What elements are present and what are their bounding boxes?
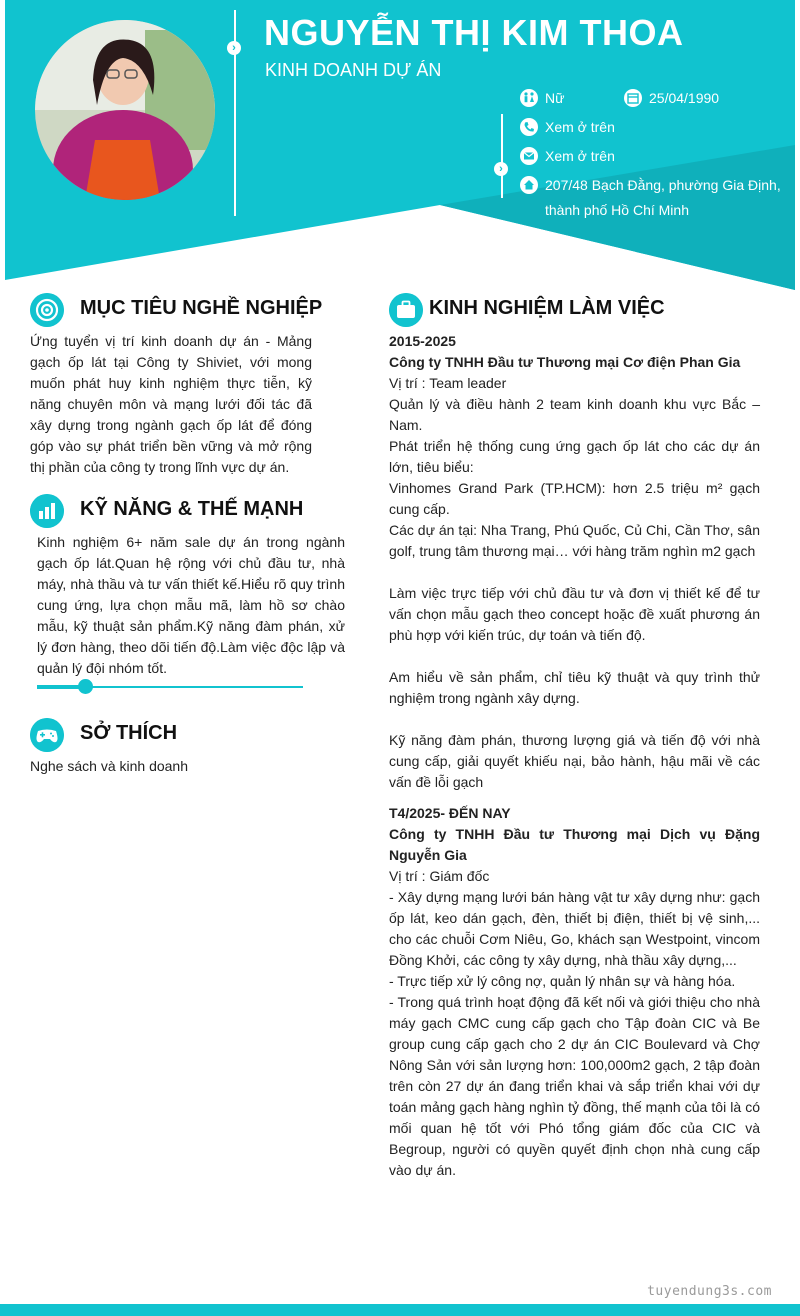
candidate-name: NGUYỄN THỊ KIM THOA xyxy=(264,12,684,53)
footer-bar xyxy=(0,1304,800,1316)
birthdate-value: 25/04/1990 xyxy=(649,90,720,106)
gamepad-icon xyxy=(30,718,64,752)
phone-value: Xem ở trên xyxy=(545,119,615,135)
skills-title: KỸ NĂNG & THẾ MẠNH xyxy=(80,498,304,520)
experience-list xyxy=(389,331,760,1181)
avatar xyxy=(35,20,215,200)
watermark: tuyendung3s.com xyxy=(647,1284,772,1299)
chevron-right-icon: › xyxy=(227,41,241,55)
email-value: Xem ở trên xyxy=(545,148,615,164)
job-detail: Kỹ năng đàm phán, thương lượng giá và tiến độ với nhà cung cấp, giải quyết khiếu nại, bảo hành, hậu mãi về các vấn đề lỗi gạch xyxy=(389,732,760,790)
job-detail: - Xây dựng mạng lưới bán hàng vật tư xây dựng như: gạch ốp lát, keo dán gạch, đèn, thiết bị điện, thiết bị vệ sinh,... cho các chuỗi Cơm Niêu, Go, khách sạn Westpoint, vincom Đồng Khởi, các công ty xây dựng, nhà thầu xây dựng,... xyxy=(389,889,760,968)
job-detail: Vinhomes Grand Park (TP.HCM): hơn 2.5 triệu m² gạch cung cấp. xyxy=(389,480,760,517)
job-company: Công ty TNHH Đầu tư Thương mại Cơ điện Phan Gia xyxy=(389,354,741,370)
briefcase-icon xyxy=(389,293,423,327)
job-detail: - Trực tiếp xử lý công nợ, quản lý nhân sự và hàng hóa. xyxy=(389,973,736,989)
job-position: Vị trí : Team leader xyxy=(389,375,507,391)
bar-chart-icon xyxy=(30,494,64,528)
calendar-icon xyxy=(624,89,642,107)
target-icon xyxy=(30,293,64,327)
hobbies-text: Nghe sách và kinh doanh xyxy=(30,758,188,774)
skill-level-knob xyxy=(78,679,93,694)
gender-value: Nữ xyxy=(545,90,565,106)
job-detail: Quản lý và điều hành 2 team kinh doanh khu vực Bắc – Nam. xyxy=(389,396,760,433)
job-detail: Các dự án tại: Nha Trang, Phú Quốc, Củ Chi, Cần Thơ, sân golf, trung tâm thương mại… với hàng trăm nghìn m2 gạch xyxy=(389,522,760,559)
phone-icon xyxy=(520,118,538,136)
email-icon xyxy=(520,147,538,165)
job-position: Vị trí : Giám đốc xyxy=(389,868,490,884)
header-divider-right xyxy=(501,114,503,198)
job-period: 2015-2025 xyxy=(389,333,456,349)
job-period: T4/2025- ĐẾN NAY xyxy=(389,805,511,821)
address-line-1: 207/48 Bạch Đằng, phường Gia Định, xyxy=(545,177,781,193)
job-company: Công ty TNHH Đầu tư Thương mại Dịch vụ Đặng Nguyễn Gia xyxy=(389,826,760,863)
objective-title: MỤC TIÊU NGHỀ NGHIỆP xyxy=(80,297,323,319)
chevron-right-icon: › xyxy=(494,162,508,176)
job-detail: Am hiểu về sản phẩm, chỉ tiêu kỹ thuật và quy trình thử nghiệm trong ngành xây dựng. xyxy=(389,669,760,706)
job-detail: - Trong quá trình hoạt động đã kết nối và giới thiệu cho nhà máy gạch CMC cung cấp gạch cho Tập đoàn CIC và Be group cung cấp gạch cho 2 dự án CIC Boulevard và Chợ Nông Sản với sản lượng hơn: 100,000m2 gạch, 2 tập đoàn trên còn 27 dự án đang triển khai và sắp triển khai với dự toán mảng gạch hàng nghìn tỷ đồng, thế mạnh của tôi là có mối quan hệ tốt với Phó tổng giám đốc của CIC và Begroup, người có quyền quyết định chọn nhà cung cấp vào dự án. xyxy=(389,994,760,1178)
gender-icon xyxy=(520,89,538,107)
candidate-role: KINH DOANH DỰ ÁN xyxy=(265,60,442,80)
address-line-2: thành phố Hồ Chí Minh xyxy=(545,202,689,218)
job-detail: Phát triển hệ thống cung ứng gạch ốp lát cho các dự án lớn, tiêu biểu: xyxy=(389,438,760,475)
hobbies-title: SỞ THÍCH xyxy=(80,722,178,744)
job-detail: Làm việc trực tiếp với chủ đầu tư và đơn vị thiết kế để tư vấn chọn mẫu gạch theo concept hoặc đề xuất phương án phù hợp với kiến trúc, dự toán và tiến độ. xyxy=(389,585,760,643)
skills-text: Kinh nghiệm 6+ năm sale dự án trong ngành gạch ốp lát.Quan hệ rộng với chủ đầu tư, nhà máy, nhà thầu và tư vấn thiết kế.Hiểu rõ quy trình cung ứng, lựa chọn mẫu mã, làm hồ sơ chào mẫu, kỹ thuật sản phẩm.Kỹ năng đàm phán, xử lý đơn hàng, theo dõi tiến độ.Làm việc độc lập và quản lý đội nhóm tốt. xyxy=(37,534,345,676)
job-entry xyxy=(389,331,760,793)
job-entry xyxy=(389,803,760,1181)
experience-title: KINH NGHIỆM LÀM VIỆC xyxy=(429,297,665,319)
objective-text: Ứng tuyển vị trí kinh doanh dự án - Mảng gạch ốp lát tại Công ty Shiviet, với mong muốn phát huy kinh nghiệm thực tiễn, kỹ năng chuyên môn và mạng lưới đối tác đã xây dựng trong ngành gạch ốp lát để đóng góp vào sự phát triển bền vững và mở rộng thị phần của công ty trong lĩnh vực dự án. xyxy=(30,333,312,475)
home-icon xyxy=(520,176,538,194)
